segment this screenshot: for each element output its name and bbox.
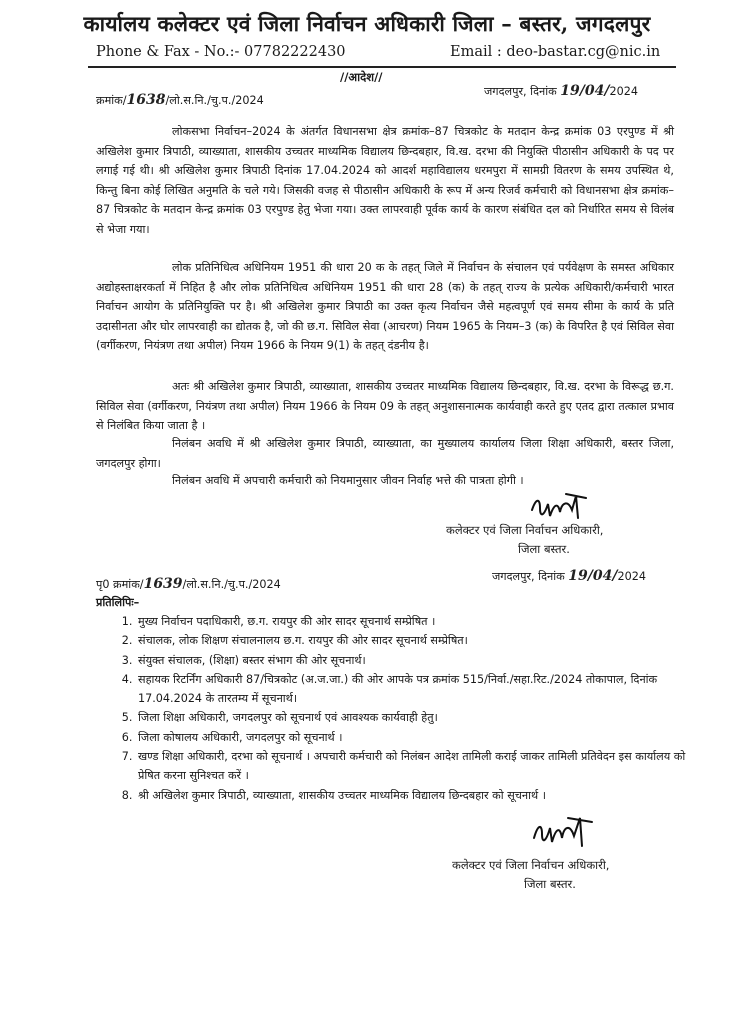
list-item: 7. खण्ड शिक्षा अधिकारी, दरभा को सूचनार्थ । अपचारी कर्मचारी को निलंबन आदेश तामिली कराई जाकर तामिली प्रतिवेदन इस कार्यालय को प्रेषित करना सुनिश्चत करें । <box>136 747 696 786</box>
date-year-2: 2024 <box>617 570 646 583</box>
email: Email : deo-bastar.cg@nic.in <box>450 44 661 60</box>
handwritten-date-2: 19/04/ <box>568 568 618 584</box>
list-item: 8. श्री अखिलेश कुमार त्रिपाठी, व्याख्याता, शासकीय उच्चतर माध्यमिक विद्यालय छिन्दबहार को सूचनार्थ । <box>136 786 696 805</box>
reference-prefix: क्रमांक/ <box>96 94 127 107</box>
body-paragraph-3: अतः श्री अखिलेश कुमार त्रिपाठी, व्याख्याता, शासकीय उच्चतर माध्यमिक विद्यालय छिन्दबहार, वि.ख. दरभा के विरूद्ध छ.ग. सिविल सेवा (वर्गीकरण, नियंत्रण तथा अपील) नियम 1966 के नियम 09 के तहत् अनुशासनात्मक कार्यवाही करते हुए एतद द्वारा तत्काल प्रभाव से निलंबित किया जाता है । <box>96 380 674 432</box>
body-paragraph-2: लोक प्रतिनिधित्व अधिनियम 1951 की धारा 20 क के तहत् जिले में निर्वाचन के संचालन एवं पर्यवेक्षण के समस्त अधिकार अद्योहस्ताक्षरकर्ता में निहित है और लोक प्रतिनिधित्व अधिनियम 1951 की धारा 28 (क) के तहत् राज्य के प्रत्येक अधिकारी/कर्मचारी भारत निर्वाचन आयोग के प्रतिनियुक्ति पर है। श्री अखिलेश कुमार त्रिपाठी का उक्त कृत्य निर्वाचन जैसे महत्वपूर्ण एवं समय सीमा के कार्य के प्रति उदासीनता और घोर लापरवाही का द्योतक है, जो की छ.ग. सिविल सेवा (आचरण) नियम 1965 के नियम–3 (क) के विपरित है एवं सिविल सेवा (वर्गीकरण, नियंत्रण तथा अपील) नियम 1966 के नियम 9(1) के तहत् दंडनीय है। <box>96 261 674 352</box>
handwritten-date: 19/04/ <box>560 83 610 99</box>
phone-fax: Phone & Fax - No.:- 07782222430 <box>96 44 346 60</box>
signatory-district: जिला बस्तर. <box>518 542 570 556</box>
reference-handwritten-number: 1638 <box>126 92 166 108</box>
signature-block-2 <box>452 856 609 894</box>
endorsement-handwritten-number: 1639 <box>143 576 183 592</box>
copy-heading: प्रतिलिपिः– <box>96 596 140 609</box>
place-date-label-2: जगदलपुर, दिनांक <box>492 570 565 583</box>
reference-date <box>484 82 638 101</box>
list-item: 3. संयुक्त संचालक, (शिक्षा) बस्तर संभाग की ओर सूचनार्थ। <box>136 651 696 670</box>
endorsement-prefix: पृ0 क्रमांक/ <box>96 578 144 591</box>
signature-block-1 <box>446 521 603 559</box>
endorsement-suffix: /लो.स.नि./चु.प./2024 <box>182 578 281 591</box>
list-item: 4. सहायक रिटर्निंग अधिकारी 87/चित्रकोट (अ.ज.जा.) की ओर आपके पत्र क्रमांक 515/निर्वा./सहा.रिट./2024 तोकापाल, दिनांक 17.04.2024 के तारतम्य में सूचनार्थ। <box>136 670 696 709</box>
endorsement-date <box>492 567 646 586</box>
copy-list <box>110 612 696 805</box>
body-paragraph-5: निलंबन अवधि में अपचारी कर्मचारी को नियमानुसार जीवन निर्वाह भत्ते की पात्रता होगी । <box>172 474 524 487</box>
signatory-title: कलेक्टर एवं जिला निर्वाचन अधिकारी, <box>446 523 604 537</box>
date-year: 2024 <box>609 85 638 98</box>
signature-mark-2 <box>530 812 600 852</box>
signatory-title-2: कलेक्टर एवं जिला निर्वाचन अधिकारी, <box>452 858 610 872</box>
order-heading: //आदेश// <box>340 70 383 84</box>
list-item: 5. जिला शिक्षा अधिकारी, जगदलपुर को सूचनार्थ एवं आवश्यक कार्यवाही हेतु। <box>136 708 696 727</box>
reference-suffix: /लो.स.नि./चु.प./2024 <box>165 94 264 107</box>
list-item: 6. जिला कोषालय अधिकारी, जगदलपुर को सूचनार्थ । <box>136 728 696 747</box>
list-item: 1. मुख्य निर्वाचन पदाधिकारी, छ.ग. रायपुर की ओर सादर सूचनार्थ सम्प्रेषित । <box>136 612 696 631</box>
reference-number <box>96 91 264 110</box>
body-paragraph-1: लोकसभा निर्वाचन–2024 के अंतर्गत विधानसभा क्षेत्र क्रमांक–87 चित्रकोट के मतदान केन्द्र क्रमांक 03 एरपुण्ड में श्री अखिलेश कुमार त्रिपाठी, व्याख्याता, शासकीय उच्चतर माध्यमिक विद्यालय छिन्दबहार, वि.ख. दरभा की नियुक्ति पीठासीन अधिकारी के पद पर लगाई गई थी। श्री अखिलेश कुमार त्रिपाठी दिनांक 17.04.2024 को आदर्श महाविद्यालय धरमपुरा में सामग्री वितरण के समय उपस्थित थे, किन्तु बिना कोई लिखित अनुमति के चले गये। जिसकी वजह से पीठासीन अधिकारी के रूप में अन्य रिजर्व कर्मचारी को विधानसभा क्षेत्र क्रमांक–87 चित्रकोट के मतदान केन्द्र क्रमांक 03 एरपुण्ड हेतु भेजा गया। उक्त लापरवाही पूर्वक कार्य के कारण संबंधित दल को निर्धारित समय से विलंब से भेजा गया। <box>96 125 674 236</box>
place-date-label: जगदलपुर, दिनांक <box>484 85 557 98</box>
signature-mark <box>528 490 592 524</box>
list-item: 2. संचालक, लोक शिक्षण संचालनालय छ.ग. रायपुर की ओर सादर सूचनार्थ सम्प्रेषित। <box>136 631 696 650</box>
body-paragraph-4: निलंबन अवधि में श्री अखिलेश कुमार त्रिपाठी, व्याख्याता, का मुख्यालय कार्यालय जिला शिक्षा अधिकारी, बस्तर जिला, जगदलपुर होगा। <box>96 437 674 470</box>
office-title: कार्यालय कलेक्टर एवं जिला निर्वाचन अधिकारी जिला – बस्तर, जगदलपुर <box>83 11 651 36</box>
signatory-district-2: जिला बस्तर. <box>524 877 576 891</box>
endorsement-number <box>96 575 281 594</box>
